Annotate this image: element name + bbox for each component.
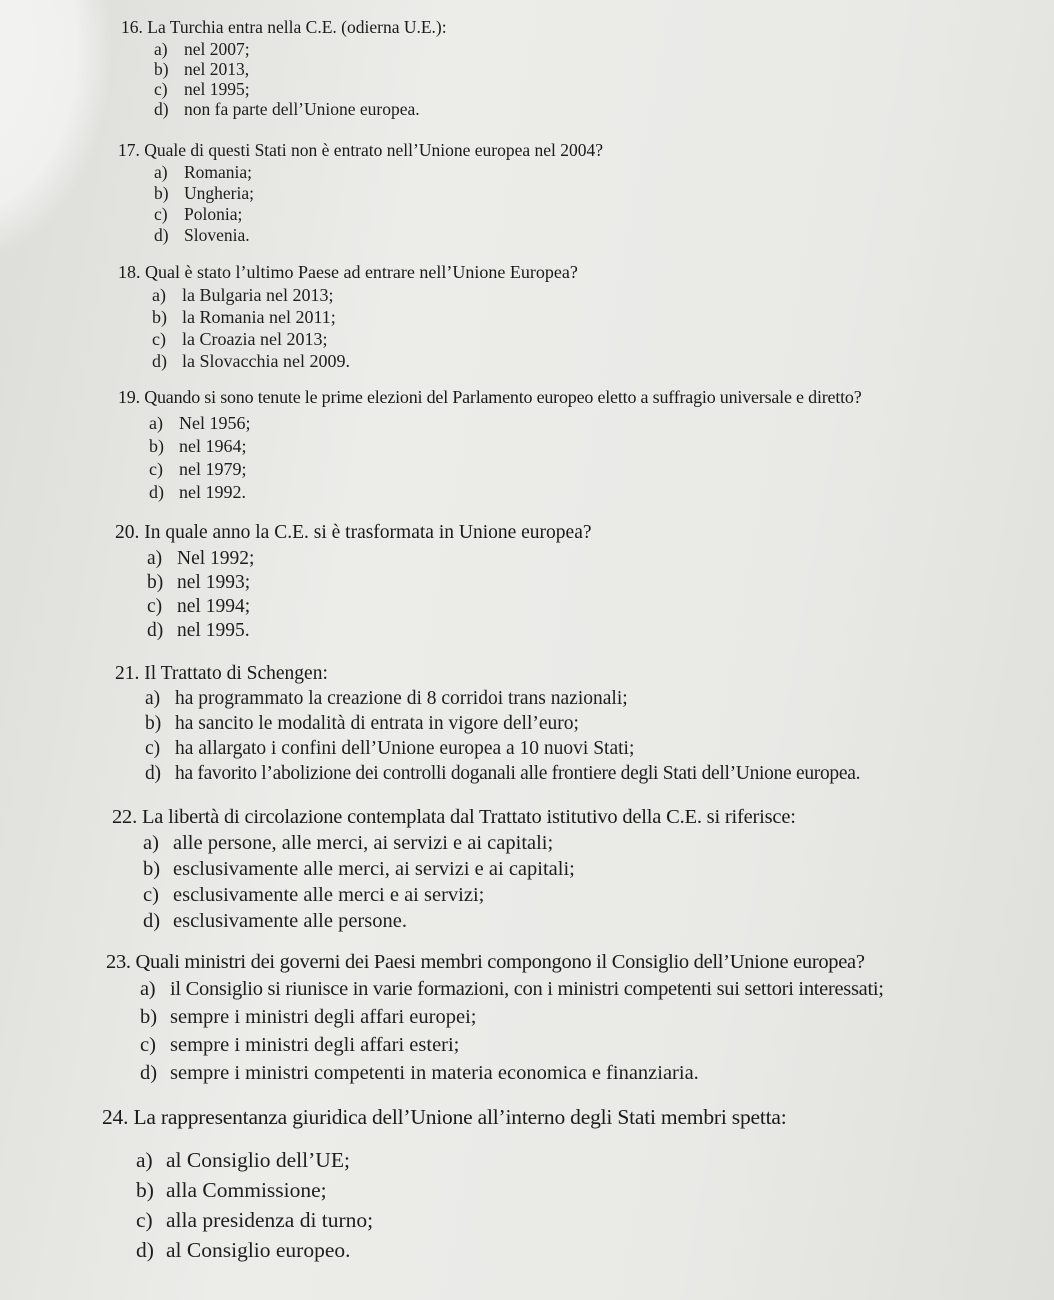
answer-option[interactable]: a) Nel 1992; [147,548,255,569]
answer-option[interactable]: c) nel 1979; [149,459,247,479]
answer-option[interactable]: d) non fa parte dell’Unione europea. [154,99,420,119]
answer-option[interactable]: a) ha programmato la creazione di 8 corridoi trans nazionali; [145,688,628,709]
question-stem: 17. Quale di questi Stati non è entrato nell’Unione europea nel 2004? [118,140,604,160]
question-stem: 21. Il Trattato di Schengen: [115,663,328,684]
answer-option[interactable]: a) alle persone, alle merci, ai servizi e ai capitali; [143,832,554,854]
answer-option[interactable]: b) sempre i ministri degli affari europei; [140,1006,477,1028]
answer-option[interactable]: c) Polonia; [154,204,243,224]
answer-option[interactable]: d) al Consiglio europeo. [136,1238,351,1262]
answer-option[interactable]: d) la Slovacchia nel 2009. [152,351,350,371]
answer-option[interactable]: d) Slovenia. [154,225,250,245]
answer-option[interactable]: c) sempre i ministri degli affari esteri; [140,1034,460,1056]
answer-option[interactable]: a) Nel 1956; [149,413,251,433]
answer-option[interactable]: b) nel 1964; [149,436,247,456]
answer-option[interactable]: d) nel 1995. [147,620,250,641]
answer-option[interactable]: b) la Romania nel 2011; [152,307,336,327]
answer-option[interactable]: a) Romania; [154,162,253,182]
question-stem: 16. La Turchia entra nella C.E. (odierna U.E.): [121,17,447,37]
answer-option[interactable]: c) nel 1995; [154,79,250,99]
answer-option[interactable]: b) alla Commissione; [136,1178,327,1202]
answer-option[interactable]: d) nel 1992. [149,482,246,502]
question-stem: 20. In quale anno la C.E. si è trasformata in Unione europea? [115,522,592,543]
answer-option[interactable]: b) nel 1993; [147,572,251,593]
answer-option[interactable]: c) alla presidenza di turno; [136,1208,374,1232]
question-stem: 22. La libertà di circolazione contemplata dal Trattato istitutivo della C.E. si riferisce: [112,806,796,828]
question-stem: 18. Qual è stato l’ultimo Paese ad entrare nell’Unione Europea? [118,262,578,282]
answer-option[interactable]: a) al Consiglio dell’UE; [136,1148,350,1172]
answer-option[interactable]: b) nel 2013, [154,59,250,79]
answer-option[interactable]: b) esclusivamente alle merci, ai servizi e ai capitali; [143,858,575,880]
answer-option[interactable]: d) sempre i ministri competenti in materia economica e finanziaria. [140,1062,699,1084]
question-stem: 23. Quali ministri dei governi dei Paesi membri compongono il Consiglio dell’Unione europea? [106,951,865,973]
answer-option[interactable]: b) Ungheria; [154,183,254,203]
answer-option[interactable]: a) la Bulgaria nel 2013; [152,285,334,305]
answer-option[interactable]: d) ha favorito l’abolizione dei controlli doganali alle frontiere degli Stati dell’Unione europea. [145,763,861,784]
answer-option[interactable]: a) nel 2007; [154,39,250,59]
question-stem: 19. Quando si sono tenute le prime elezioni del Parlamento europeo eletto a suffragio universale e diretto? [118,387,862,407]
answer-option[interactable]: c) nel 1994; [147,596,251,617]
answer-option[interactable]: a) il Consiglio si riunisce in varie formazioni, con i ministri competenti sui settori interessati; [140,978,884,1000]
answer-option[interactable]: d) esclusivamente alle persone. [143,910,407,932]
question-stem: 24. La rappresentanza giuridica dell’Unione all’interno degli Stati membri spetta: [102,1105,787,1129]
answer-option[interactable]: c) esclusivamente alle merci e ai servizi; [143,884,485,906]
answer-option[interactable]: c) la Croazia nel 2013; [152,329,328,349]
answer-option[interactable]: b) ha sancito le modalità di entrata in vigore dell’euro; [145,713,579,734]
answer-option[interactable]: c) ha allargato i confini dell’Unione europea a 10 nuovi Stati; [145,738,635,759]
